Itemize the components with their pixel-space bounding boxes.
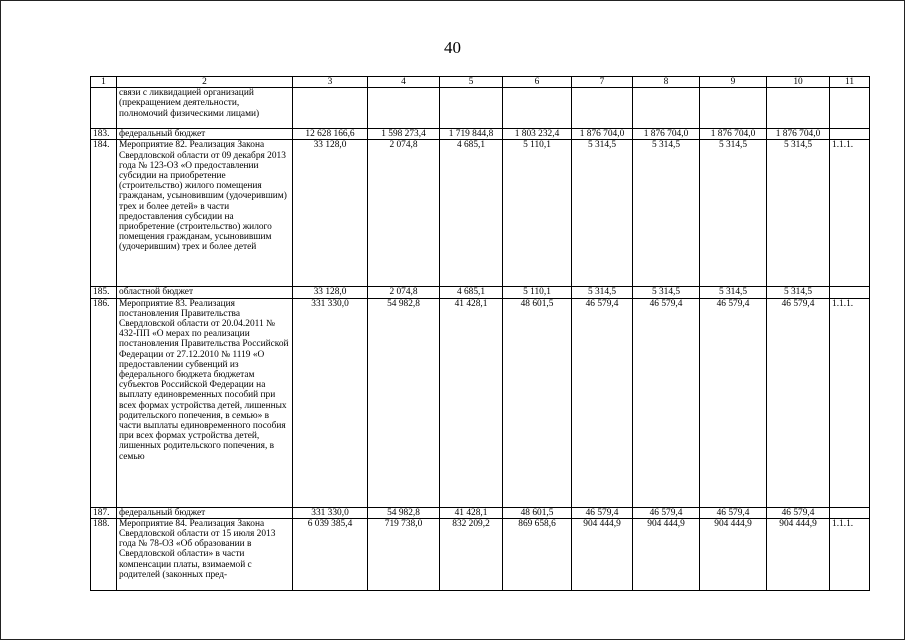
amount-cell: 33 128,0 [293,140,368,287]
amount-cell: 5 314,5 [700,287,767,298]
column-header: 6 [503,77,572,88]
row-number: 183. [91,129,117,140]
row-description: Мероприятие 83. Реализация постановления Правительства Свердловской области от 20.04.2011 № 432-ПП «О мерах по реализации постановления Правительства Российской Федерации от 27.12.2010 № 1119 «О предоставлении субвенций из федерального бюджета бюджетам субъектов Российской Федерации на выплату единовременных пособий при всех формах устройства детей, лишенных родительского попечения, в семью» в части выплаты единовременного пособия при всех формах устройства детей, лишенных родительского попечения, в семью [117,298,293,507]
amount-cell: 46 579,4 [767,298,830,507]
row-description: Мероприятие 84. Реализация Закона Свердловской области от 15 июля 2013 года № 78-ОЗ «Об образовании в Свердловской области» в части компенсации платы, взимаемой с родителей (законных пред- [117,518,293,590]
amount-cell: 12 628 166,6 [293,129,368,140]
amount-cell: 5 314,5 [767,287,830,298]
amount-cell [503,88,572,129]
amount-cell [293,88,368,129]
amount-cell: 5 314,5 [572,140,633,287]
amount-cell: 46 579,4 [633,298,700,507]
amount-cell: 331 330,0 [293,507,368,518]
amount-cell: 48 601,5 [503,298,572,507]
amount-cell: 6 039 385,4 [293,518,368,590]
target-code [830,129,870,140]
amount-cell: 5 314,5 [700,140,767,287]
amount-cell: 719 738,0 [368,518,440,590]
amount-cell: 904 444,9 [767,518,830,590]
row-number: 185. [91,287,117,298]
row-number: 187. [91,507,117,518]
amount-cell: 46 579,4 [633,507,700,518]
table-row [91,287,870,298]
amount-cell: 1 876 704,0 [767,129,830,140]
amount-cell: 41 428,1 [440,298,503,507]
column-header: 4 [368,77,440,88]
column-header: 3 [293,77,368,88]
amount-cell [767,88,830,129]
amount-cell: 1 719 844,8 [440,129,503,140]
column-header: 7 [572,77,633,88]
target-code [830,287,870,298]
amount-cell: 4 685,1 [440,287,503,298]
amount-cell: 33 128,0 [293,287,368,298]
column-header: 10 [767,77,830,88]
row-number: 184. [91,140,117,287]
row-number: 186. [91,298,117,507]
column-header: 5 [440,77,503,88]
amount-cell: 46 579,4 [700,507,767,518]
row-description: связи с ликвидацией организаций (прекращением деятельности, полномочий физическими лицами) [117,88,293,129]
amount-cell: 54 982,8 [368,507,440,518]
amount-cell: 5 314,5 [572,287,633,298]
row-description: областной бюджет [117,287,293,298]
target-code [830,507,870,518]
amount-cell: 5 314,5 [633,140,700,287]
amount-cell [633,88,700,129]
row-description: федеральный бюджет [117,129,293,140]
amount-cell: 46 579,4 [767,507,830,518]
amount-cell: 1 876 704,0 [700,129,767,140]
target-code: 1.1.1. [830,518,870,590]
amount-cell: 904 444,9 [633,518,700,590]
amount-cell: 46 579,4 [572,298,633,507]
row-description: федеральный бюджет [117,507,293,518]
amount-cell: 46 579,4 [572,507,633,518]
amount-cell: 5 314,5 [633,287,700,298]
row-number: 188. [91,518,117,590]
table-header-row [91,77,870,88]
amount-cell [368,88,440,129]
column-header: 1 [91,77,117,88]
table-row [91,518,870,590]
amount-cell [440,88,503,129]
table-row [91,88,870,129]
column-header: 9 [700,77,767,88]
column-header: 11 [830,77,870,88]
amount-cell: 1 876 704,0 [633,129,700,140]
table-row [91,507,870,518]
amount-cell: 904 444,9 [700,518,767,590]
target-code: 1.1.1. [830,140,870,287]
row-description: Мероприятие 82. Реализация Закона Свердловской области от 09 декабря 2013 года № 123-ОЗ «О предоставлении субсидии на приобретение (строительство) жилого помещения гражданам, усыновившим (удочерившим) трех и более детей» в части предоставления субсидии на приобретение (строительство) жилого помещения гражданам, усыновившим (удочерившим) трех и более детей [117,140,293,287]
amount-cell: 5 110,1 [503,287,572,298]
amount-cell: 2 074,8 [368,140,440,287]
table-row [91,129,870,140]
amount-cell: 54 982,8 [368,298,440,507]
amount-cell: 48 601,5 [503,507,572,518]
amount-cell: 41 428,1 [440,507,503,518]
table-row [91,140,870,287]
column-header: 2 [117,77,293,88]
budget-table [90,76,870,591]
amount-cell: 869 658,6 [503,518,572,590]
amount-cell [572,88,633,129]
amount-cell: 5 110,1 [503,140,572,287]
page-number: 40 [444,38,461,57]
amount-cell: 4 685,1 [440,140,503,287]
amount-cell: 331 330,0 [293,298,368,507]
target-code [830,88,870,129]
amount-cell: 2 074,8 [368,287,440,298]
amount-cell: 832 209,2 [440,518,503,590]
table-row [91,298,870,507]
amount-cell: 904 444,9 [572,518,633,590]
column-header: 8 [633,77,700,88]
amount-cell [700,88,767,129]
amount-cell: 1 803 232,4 [503,129,572,140]
amount-cell: 46 579,4 [700,298,767,507]
amount-cell: 1 598 273,4 [368,129,440,140]
amount-cell: 1 876 704,0 [572,129,633,140]
target-code: 1.1.1. [830,298,870,507]
amount-cell: 5 314,5 [767,140,830,287]
row-number [91,88,117,129]
